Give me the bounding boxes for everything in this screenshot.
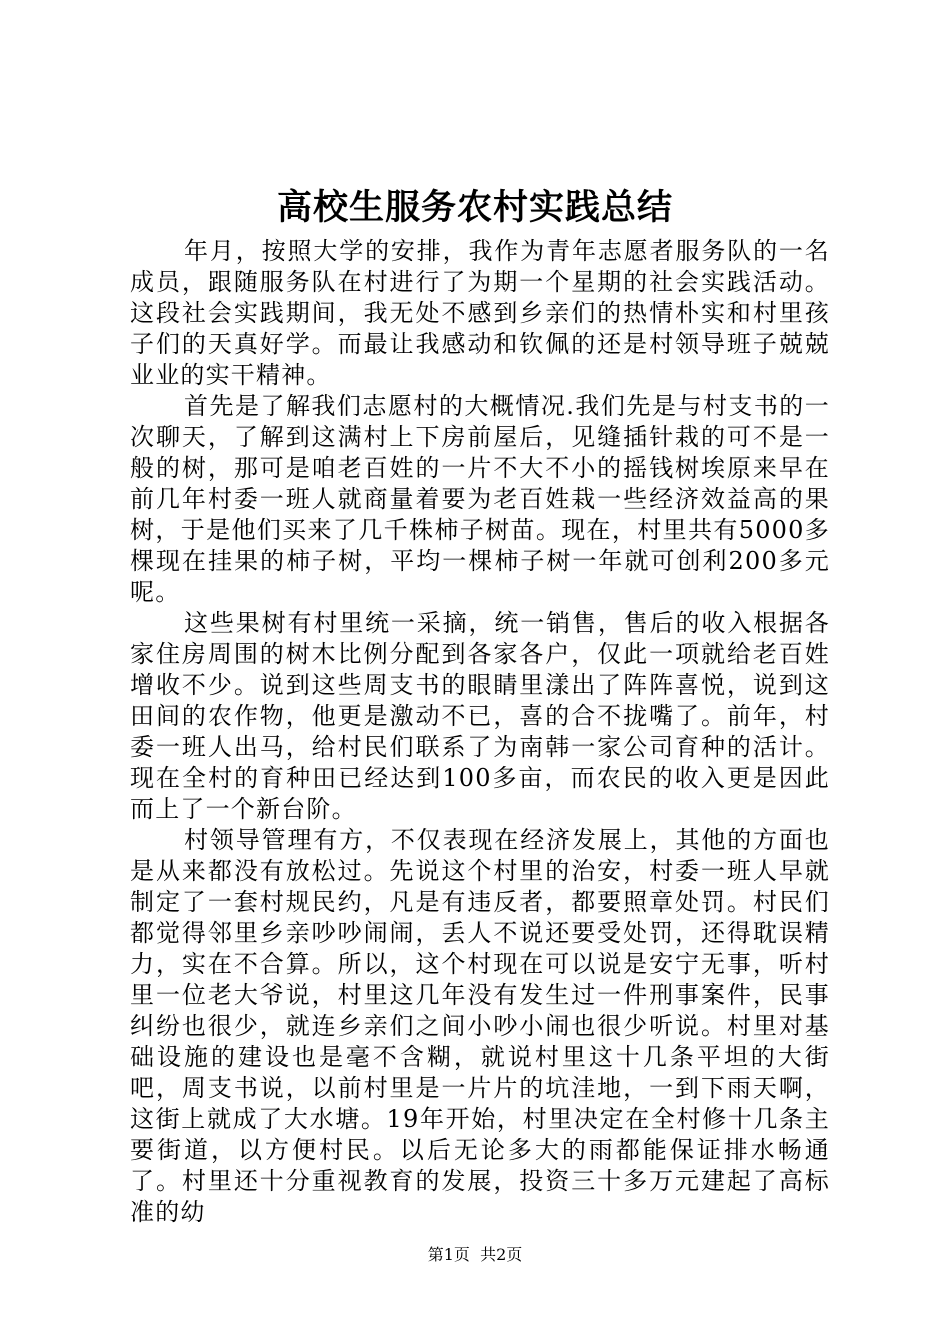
- footer-spacer: [470, 1245, 480, 1264]
- paragraph-4: 村领导管理有方，不仅表现在经济发展上，其他的方面也是从来都没有放松过。先说这个村里的治安，村委一班人早就制定了一套村规民约，凡是有违反者，都要照章处罚。村民们都觉得邻里乡亲吵吵闹闹，丢人不说还要受处罚，还得耽误精力，实在不合算。所以，这个村现在可以说是安宁无事，听村里一位老大爷说，村里这几年没有发生过一件刑事案件，民事纠纷也很少，就连乡亲们之间小吵小闹也很少听说。村里对基础设施的建设也是毫不含糊，就说村里这十几条平坦的大街吧，周支书说，以前村里是一片片的坑洼地，一到下雨天啊，这街上就成了大水塘。19年开始，村里决定在全村修十几条主要街道，以方便村民。以后无论多大的雨都能保证排水畅通了。村里还十分重视教育的发展，投资三十多万元建起了高标准的幼: [130, 826, 830, 1226]
- page-footer: [0, 1244, 950, 1266]
- page-total: 共2页: [480, 1245, 523, 1264]
- document-title: 高校生服务农村实践总结: [276, 187, 673, 228]
- paragraph-3: 这些果树有村里统一采摘，统一销售，售后的收入根据各家住房周围的树木比例分配到各家各户，仅此一项就给老百姓增收不少。说到这些周支书的眼睛里漾出了阵阵喜悦，说到这田间的农作物，他更是激动不已，喜的合不拢嘴了。前年，村委一班人出马，给村民们联系了为南韩一家公司育种的活计。现在全村的育种田已经达到100多亩，而农民的收入更是因此而上了一个新台阶。: [130, 609, 830, 823]
- paragraph-1: 年月，按照大学的安排，我作为青年志愿者服务队的一名成员，跟随服务队在村进行了为期一个星期的社会实践活动。这段社会实践期间，我无处不感到乡亲们的热情朴实和村里孩子们的天真好学。而最让我感动和钦佩的还是村领导班子兢兢业业的实干精神。: [130, 237, 830, 389]
- page-number: 第1页: [427, 1245, 470, 1264]
- document-body: [130, 236, 830, 1228]
- paragraph-2: 首先是了解我们志愿村的大概情况.我们先是与村支书的一次聊天，了解到这满村上下房前屋后，见缝插针栽的可不是一般的树，那可是咱老百姓的一片不大不小的摇钱树埃原来早在前几年村委一班人就商量着要为老百姓栽一些经济效益高的果树，于是他们买来了几千株柿子树苗。现在，村里共有5000多棵现在挂果的柿子树，平均一棵柿子树一年就可创利200多元呢。: [130, 392, 830, 606]
